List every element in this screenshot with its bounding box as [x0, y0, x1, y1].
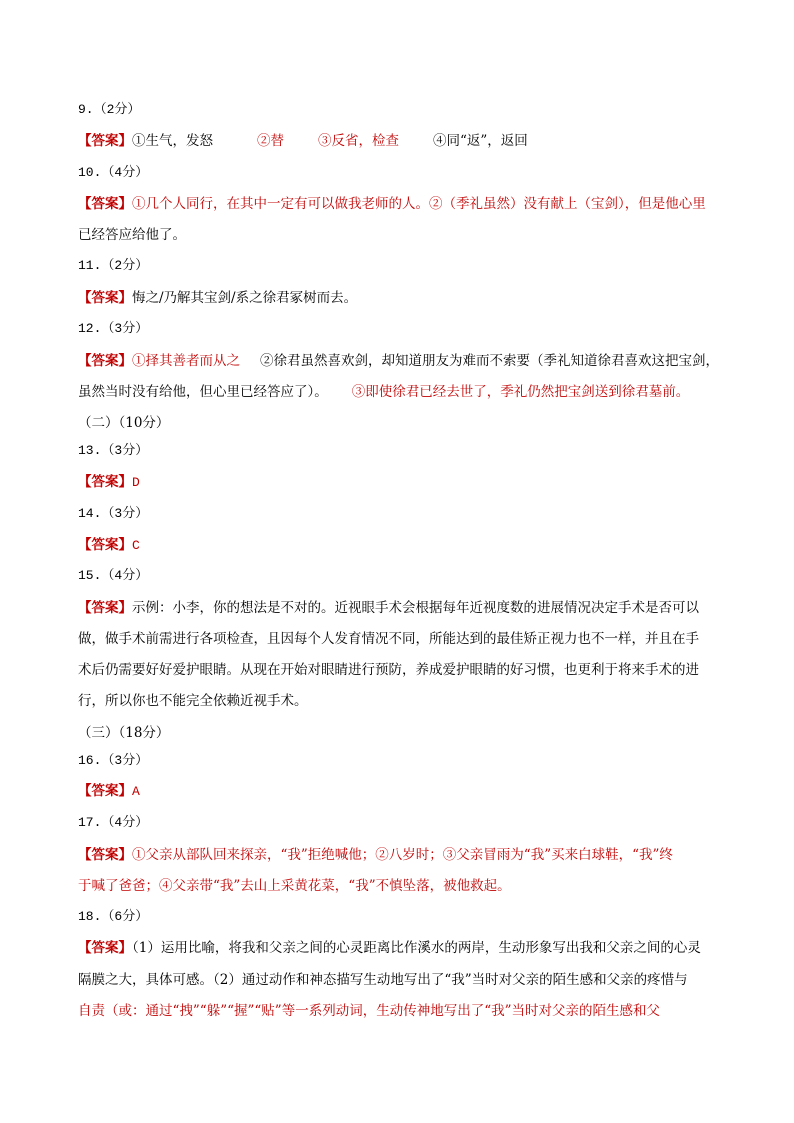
answer-tag: 【答案】 — [78, 537, 132, 553]
answer-line: 隔膜之大，具体可感。（2）通过动作和神态描写生动地写出了“我”当时对父亲的陌生感和父亲的疼惜与 — [78, 972, 688, 988]
question-number: 17.（4分） — [78, 815, 149, 830]
answer-tag: 【答案】 — [78, 600, 132, 616]
question-number: 12.（3分） — [78, 321, 149, 336]
answer-line: 【答案】①择其善者而从之 ②徐君虽然喜欢剑，却知道朋友为难而不索要（季礼知道徐君喜欢这把宝剑， — [78, 353, 719, 369]
answer-line: 行，所以你也不能完全依赖近视手术。 — [78, 693, 308, 709]
answer-tag: 【答案】 — [78, 940, 132, 956]
answer-line: 自责（或：通过“拽”“躲”“握”“贴”等一系列动词，生动传神地写出了“我”当时对父亲的陌生感和父 — [78, 1003, 661, 1019]
question-number: 14.（3分） — [78, 506, 149, 521]
question-number: 9.（2分） — [78, 102, 141, 117]
question-number: 13.（3分） — [78, 443, 149, 458]
question-number: 10.（4分） — [78, 165, 149, 180]
answer-line: 【答案】C — [78, 537, 140, 553]
section-heading: （二）（10分） — [78, 415, 170, 431]
answer-line: 于喊了爸爸；④父亲带“我”去山上采黄花菜，“我”不慎坠落，被他救起。 — [78, 878, 511, 894]
answer-line: 【答案】①父亲从部队回来探亲，“我”拒绝喊他；②八岁时；③父亲冒雨为“我”买来白球鞋，“我”终 — [78, 847, 673, 863]
answer-line: 【答案】悔之/乃解其宝剑/系之徐君冢树而去。 — [78, 290, 358, 306]
question-number: 11.（2分） — [78, 258, 149, 273]
answer-tag: 【答案】 — [78, 353, 132, 369]
answer-tag: 【答案】 — [78, 847, 132, 863]
question-number: 18.（6分） — [78, 909, 149, 924]
answer-line: 【答案】A — [78, 783, 140, 799]
answer-line: 【答案】D — [78, 474, 140, 490]
question-number: 15.（4分） — [78, 568, 149, 583]
question-number: 16.（3分） — [78, 753, 149, 768]
answer-tag: 【答案】 — [78, 196, 132, 212]
answer-line: 做，做手术前需进行各项检查，且因每个人发育情况不同，所能达到的最佳矫正视力也不一样，并且在手 — [78, 631, 699, 647]
answer-tag: 【答案】 — [78, 133, 132, 149]
answer-line: 【答案】①生气，发怒 ②替 ③反省，检查 ④同“返”，返回 — [78, 133, 528, 149]
section-heading: （三）（18分） — [78, 725, 170, 741]
answer-line: 术后仍需要好好爱护眼睛。从现在开始对眼睛进行预防，养成爱护眼睛的好习惯，也更利于将来手术的进 — [78, 662, 699, 678]
answer-line: 【答案】（1）运用比喻，将我和父亲之间的心灵距离比作溪水的两岸，生动形象写出我和父亲之间的心灵 — [78, 940, 701, 956]
answer-line: 【答案】示例：小李，你的想法是不对的。近视眼手术会根据每年近视度数的进展情况决定手术是否可以 — [78, 600, 699, 616]
answer-line: 【答案】①几个人同行，在其中一定有可以做我老师的人。②（季礼虽然）没有献上（宝剑），但是他心里 — [78, 196, 706, 212]
answer-line: 已经答应给他了。 — [78, 227, 186, 243]
answer-tag: 【答案】 — [78, 783, 132, 799]
answer-tag: 【答案】 — [78, 290, 132, 306]
answer-tag: 【答案】 — [78, 474, 132, 490]
answer-line: 虽然当时没有给他，但心里已经答应了）。 ③即使徐君已经去世了，季礼仍然把宝剑送到徐君墓前。 — [78, 384, 690, 400]
